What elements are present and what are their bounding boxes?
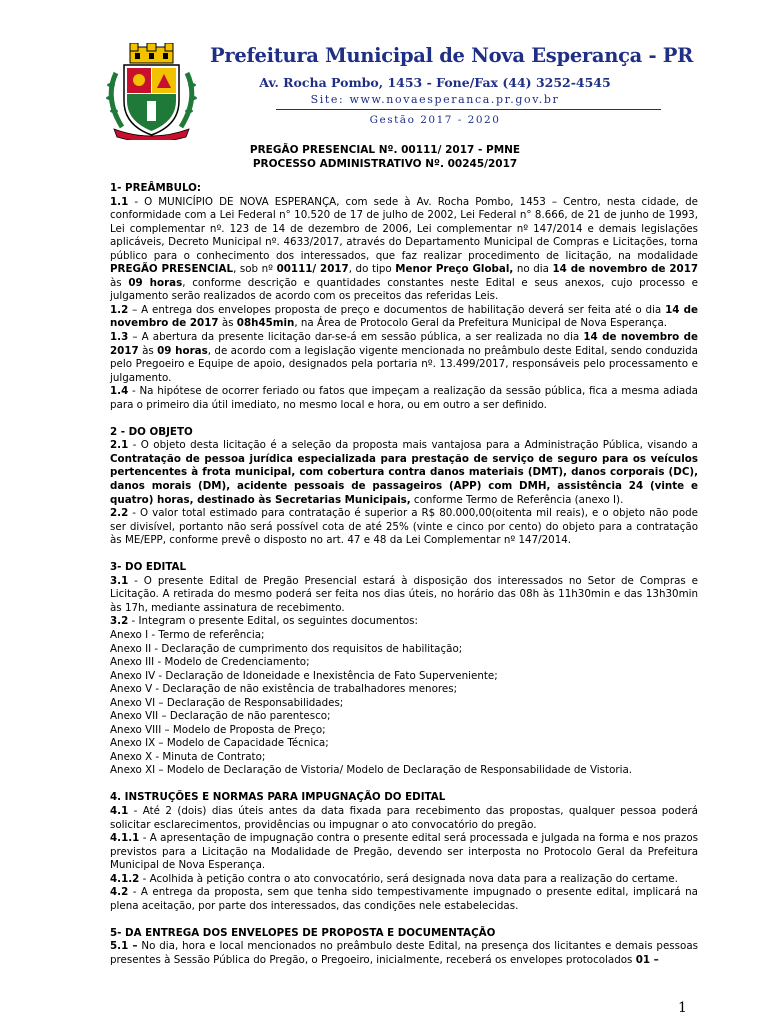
municipal-coat-of-arms-icon [100, 43, 203, 140]
document-body [110, 182, 698, 968]
paragraph-1-3: 1.3 – A abertura da presente licitação dar-se-á em sessão pública, a ser realizada no dia 14 de novembro de 2017 às 09 horas, de acordo com a legislação vigente mencionada no preâmbulo deste Edital, sendo conduzida pelo Pregoeiro e Equipe de apoio, designados pela portaria nº. 13.499/2017, responsáveis pelo processamento e julgamento. [110, 331, 698, 384]
section-heading: 2 - DO OBJETO [110, 425, 193, 438]
annex-item: Anexo VIII – Modelo de Proposta de Preço; [110, 723, 326, 736]
paragraph-5-1: 5.1 – No dia, hora e local mencionados no preâmbulo deste Edital, na presença dos licitantes e demais pessoas presentes à Sessão Pública do Pregão, o Pregoeiro, inicialmente, receberá os envelopes protocolados 01 – [110, 940, 698, 966]
section-heading: 3- DO EDITAL [110, 561, 187, 574]
paragraph-4-1-1: 4.1.1 - A apresentação de impugnação contra o presente edital será processada e julgada na forma e nos prazos previstos para a Licitação na Modalidade de Pregão, devendo ser interposta no Protocolo Geral da Prefeitura Municipal de Nova Esperança. [110, 832, 698, 872]
paragraph-4-1-2: 4.1.2 - Acolhida à petição contra o ato convocatório, será designada nova data para a realização do certame. [110, 872, 678, 885]
annex-item: Anexo III - Modelo de Credenciamento; [110, 656, 310, 669]
annex-item: Anexo VII – Declaração de não parentesco; [110, 710, 331, 723]
process-title: PROCESSO ADMINISTRATIVO Nº. 00245/2017 [252, 158, 518, 170]
paragraph-1-4: 1.4 - Na hipótese de ocorrer feriado ou fatos que impeçam a realização da sessão pública, fica a mesma adiada para o primeiro dia útil imediato, no mesmo local e hora, ou em outro a ser definido. [110, 385, 698, 411]
municipality-title: Prefeitura Municipal de Nova Esperança - PR [210, 44, 694, 67]
header-divider [276, 109, 661, 110]
document-title: PREGÃO PRESENCIAL Nº. 00111/ 2017 - PMNE [249, 144, 521, 156]
annex-item: Anexo II - Declaração de cumprimento dos requisitos de habilitação; [110, 642, 463, 655]
page-number: 1 [678, 1000, 687, 1016]
paragraph-1-1: 1.1 - O MUNICÍPIO DE NOVA ESPERANÇA, com sede à Av. Rocha Pombo, 1453 – Centro, nesta cidade, de conformidade com a Lei Federal n° 10.520 de 17 de julho de 2002, Lei Federal n° 8.666, de 21 de junho de 1993, Lei complementar nº. 123 de 14 de dezembro de 2006, Lei complementar nº 147/2014 e demais legislações aplicáveis, Decreto Municipal nº. 4633/2017, através do Departamento Municipal de Compras e Licitações, torna público para o conhecimento dos interessados, que faz realizar procedimento de licitação, na modalidade PREGÃO PRESENCIAL, sob nº 00111/ 2017, do tipo Menor Preço Global, no dia 14 de novembro de 2017 às 09 horas, conforme descrição e quantidades constantes neste Edital e seus anexos, cujo processo e julgamento serão realizados de acordo com os preceitos das referidas Leis. [110, 195, 699, 303]
administration-term: Gestão 2017 - 2020 [369, 114, 501, 126]
section-heading: 1- PREÂMBULO: [110, 182, 202, 194]
municipality-address: Av. Rocha Pombo, 1453 - Fone/Fax (44) 3252-4545 [259, 75, 611, 90]
paragraph-2-1: 2.1 - O objeto desta licitação é a seleção da proposta mais vantajosa para a Administração Pública, visando a Contratação de pessoa jurídica especializada para prestação de serviço de seguro para os veículos pertencentes à frota municipal, com cobertura contra danos materiais (DMT), danos corporais (DC), danos morais (DM), acidente pessoais de passageiros (APP) com DMH, assistência 24 (vinte e quatro) horas, destinado às Secretarias Municipais, conforme Termo de Referência (anexo I). [110, 439, 698, 506]
paragraph-4-2: 4.2 - A entrega da proposta, sem que tenha sido tempestivamente impugnado o presente edital, implicará na plena aceitação, por parte dos interessados, das condições nele estabelecidas. [110, 886, 698, 912]
municipality-website: Site: www.novaesperanca.pr.gov.br [310, 93, 560, 106]
annex-item: Anexo VI – Declaração de Responsabilidades; [110, 696, 344, 709]
paragraph-2-2: 2.2 - O valor total estimado para contratação é superior a R$ 80.000,00(oitenta mil reais), e o objeto não pode ser divisível, portanto não será possível cota de até 25% (vinte e cinco por cento) do objeto para a contratação às ME/EPP, conforme prevê o disposto no art. 47 e 48 da Lei Complementar nº 147/2014. [110, 507, 698, 547]
section-heading: 4. INSTRUÇÕES E NORMAS PARA IMPUGNAÇÃO DO EDITAL [110, 791, 446, 804]
annex-item: Anexo IX – Modelo de Capacidade Técnica; [110, 737, 329, 750]
paragraph-1-2: 1.2 – A entrega dos envelopes proposta de preço e documentos de habilitação deverá ser feita até o dia 14 de novembro de 2017 às 08h45min, na Área de Protocolo Geral da Prefeitura Municipal de Nova Esperança. [110, 303, 698, 330]
section-heading: 5- DA ENTREGA DOS ENVELOPES DE PROPOSTA E DOCUMENTAÇÃO [110, 926, 496, 939]
paragraph-4-1: 4.1 - Até 2 (dois) dias úteis antes da data fixada para recebimento das propostas, qualquer pessoa poderá solicitar esclarecimentos, providências ou impugnar o ato convocatório do pregão. [110, 805, 698, 831]
annex-item: Anexo IV - Declaração de Idoneidade e Inexistência de Fato Superveniente; [110, 669, 498, 682]
annex-item: Anexo XI – Modelo de Declaração de Vistoria/ Modelo de Declaração de Responsabilidade de Vistoria. [110, 764, 633, 777]
annex-item: Anexo V - Declaração de não existência de trabalhadores menores; [110, 683, 458, 696]
annex-item: Anexo X - Minuta de Contrato; [110, 750, 266, 763]
annex-item: Anexo I - Termo de referência; [110, 628, 265, 641]
paragraph-3-1: 3.1 - O presente Edital de Pregão Presencial estará à disposição dos interessados no Setor de Compras e Licitação. A retirada do mesmo poderá ser feita nos dias úteis, no horário das 08h às 11h30min e das 13h30min às 17h, mediante assinatura de recebimento. [110, 574, 698, 614]
paragraph-3-2: 3.2 - Integram o presente Edital, os seguintes documentos: [110, 615, 418, 628]
